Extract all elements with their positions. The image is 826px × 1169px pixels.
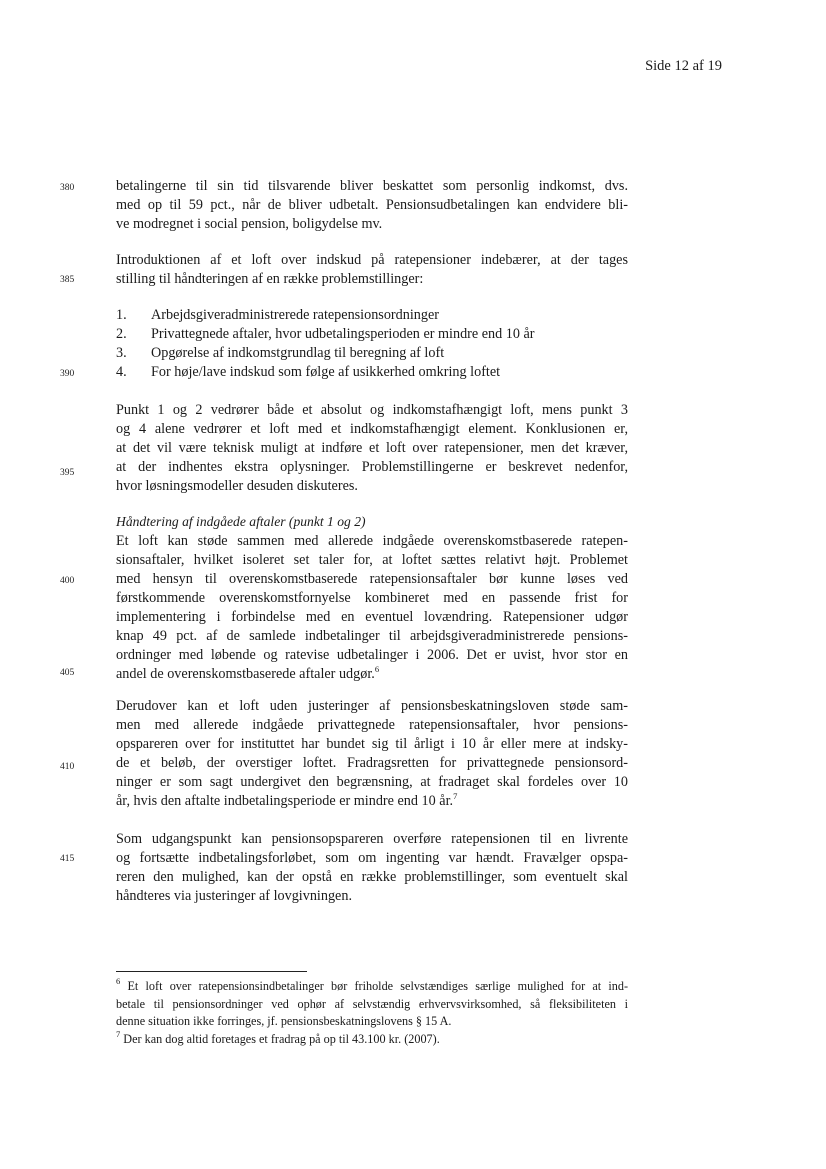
footnote bbox=[116, 1028, 628, 1049]
footnote-number: 6 bbox=[116, 976, 121, 986]
footnote-text: Der kan dog altid foretages et fradrag på op til 43.100 kr. (2007). bbox=[123, 1031, 440, 1046]
list-item bbox=[116, 344, 628, 363]
paragraph bbox=[116, 251, 628, 289]
section-heading: Håndtering af indgåede aftaler (punkt 1 og 2) bbox=[116, 514, 366, 529]
line-number: 405 bbox=[60, 668, 75, 678]
footnote-number: 7 bbox=[116, 1028, 121, 1039]
footnote-line: denne situation ikke forringes, jf. pensionsbeskatningslovens § 15 A. bbox=[116, 1014, 452, 1028]
paragraph bbox=[116, 401, 628, 496]
footnotes bbox=[116, 978, 628, 1048]
text-line: Introduktionen af et loft over indskud på ratepensioner indebærer, at der tages bbox=[116, 252, 628, 268]
footnote-line: betale til pensionsordninger ved ophør af selvstændig erhvervsvirksomhed, så fleksibiliteten i bbox=[116, 996, 628, 1011]
text-line: ordninger med løbende og ratevise udbetalinger i 2006. Det er uvist, hvor stor en bbox=[116, 647, 628, 663]
line-number: 400 bbox=[60, 576, 75, 586]
paragraph bbox=[116, 697, 628, 811]
footnote bbox=[116, 978, 628, 1031]
line-number: 385 bbox=[60, 275, 75, 285]
line-number: 380 bbox=[60, 183, 75, 193]
footnote-ref[interactable]: 6 bbox=[374, 664, 380, 674]
text-line: at det vil være teknisk muligt at indføre et loft over ratepensioner, men det kræver, bbox=[116, 440, 628, 456]
text-line: håndteres via justeringer af lovgivningen. bbox=[116, 888, 352, 904]
text-line: at der indhentes ekstra oplysninger. Problemstillingerne er beskrevet nedenfor, bbox=[116, 459, 628, 475]
text-line: sionsaftaler, hvilket isoleret set taler for, at loftet sættes relativt højt. Problemet bbox=[116, 552, 628, 568]
text-line-content: år, hvis den aftalte indbetalingsperiode er mindre end 10 år. bbox=[116, 793, 454, 809]
text-line: ninger er som sagt undergivet den begrænsning, at fradraget skal fordeles over 10 bbox=[116, 774, 628, 790]
text-line: førstkommende overenskomstfornyelse kombineret med en passende frist for bbox=[116, 590, 628, 606]
text-line: Derudover kan et loft uden justeringer af pensionsbeskatningsloven støde sam- bbox=[116, 698, 628, 714]
text-line: og 4 alene vedrører et loft med et indkomstafhængigt element. Konklusionen er, bbox=[116, 421, 628, 437]
list-number: 3. bbox=[116, 345, 127, 361]
text-line: Punkt 1 og 2 vedrører både et absolut og indkomstafhængigt loft, mens punkt 3 bbox=[116, 402, 628, 418]
text-line: stilling til håndteringen af en række problemstillinger: bbox=[116, 271, 424, 287]
text-line: de et beløb, der overstiger loftet. Fradragsretten for privattegnede pensionsord- bbox=[116, 755, 628, 771]
text-line-content: andel de overenskomstbaserede aftaler udgør. bbox=[116, 666, 375, 682]
list-text: For høje/lave indskud som følge af usikkerhed omkring loftet bbox=[151, 364, 501, 380]
text-line: ve modregnet i social pension, boligydelse mv. bbox=[116, 216, 383, 232]
text-line: implementering i forbindelse med en eventuel lovændring. Ratepensioner udgør bbox=[116, 609, 628, 625]
text-line: betalingerne til sin tid tilsvarende bliver beskattet som personlig indkomst, dvs. bbox=[116, 178, 628, 194]
text-line: hvor løsningsmodeller desuden diskuteres. bbox=[116, 478, 358, 494]
list-item bbox=[116, 306, 628, 325]
paragraph bbox=[116, 830, 628, 906]
list-item bbox=[116, 325, 628, 344]
text-line: men med allerede indgåede privattegnede ratepensionsaftaler, hvor pensions- bbox=[116, 717, 628, 733]
text-line: Et loft kan støde sammen med allerede indgåede overenskomstbaserede ratepen- bbox=[116, 533, 628, 549]
paragraph bbox=[116, 532, 628, 684]
list-text: Arbejdsgiveradministrerede ratepensionsordninger bbox=[151, 307, 439, 323]
list-text: Opgørelse af indkomstgrundlag til beregning af loft bbox=[151, 345, 445, 361]
list-text: Privattegnede aftaler, hvor udbetalingsperioden er mindre end 10 år bbox=[151, 326, 535, 342]
footnote-line bbox=[116, 1028, 628, 1049]
footnote-text: Et loft over ratepensionsindbetalinger bør friholde selvstændiges særlige mulighed for at ind- bbox=[127, 979, 629, 993]
text-line: knap 49 pct. af de samlede indbetalinger til arbejdsgiveradministrerede pensions- bbox=[116, 628, 628, 644]
line-number: 410 bbox=[60, 762, 75, 772]
line-number: 390 bbox=[60, 369, 75, 379]
text-line: og fortsætte indbetalingsforløbet, som om ingenting var hændt. Fravælger opspa- bbox=[116, 850, 628, 866]
footnote-divider bbox=[116, 971, 307, 972]
text-line bbox=[116, 665, 628, 684]
footnote-ref[interactable]: 7 bbox=[453, 791, 458, 801]
text-line: Som udgangspunkt kan pensionsopspareren overføre ratepensionen til en livrente bbox=[116, 831, 628, 847]
numbered-list bbox=[116, 306, 628, 382]
list-number: 2. bbox=[116, 326, 127, 342]
footnote-line bbox=[116, 978, 628, 996]
text-line: med op til 59 pct., når de bliver udbetalt. Pensionsudbetalingen kan endvidere bli- bbox=[116, 197, 628, 213]
text-line: reren den mulighed, kan der opstå en række problemstillinger, som eventuelt skal bbox=[116, 869, 628, 885]
list-item bbox=[116, 363, 628, 382]
text-line bbox=[116, 792, 628, 811]
paragraph bbox=[116, 177, 628, 234]
list-number: 1. bbox=[116, 307, 127, 323]
line-number: 415 bbox=[60, 854, 75, 864]
list-number: 4. bbox=[116, 364, 127, 380]
line-number: 395 bbox=[60, 468, 75, 478]
text-line: med hensyn til overenskomstbaserede ratepensionsaftaler bør kunne løses ved bbox=[116, 571, 628, 587]
text-line: opspareren over for instituttet har bundet sig til årligt i 10 år eller mere at indsky- bbox=[116, 736, 628, 752]
page-number: Side 12 af 19 bbox=[645, 58, 722, 74]
